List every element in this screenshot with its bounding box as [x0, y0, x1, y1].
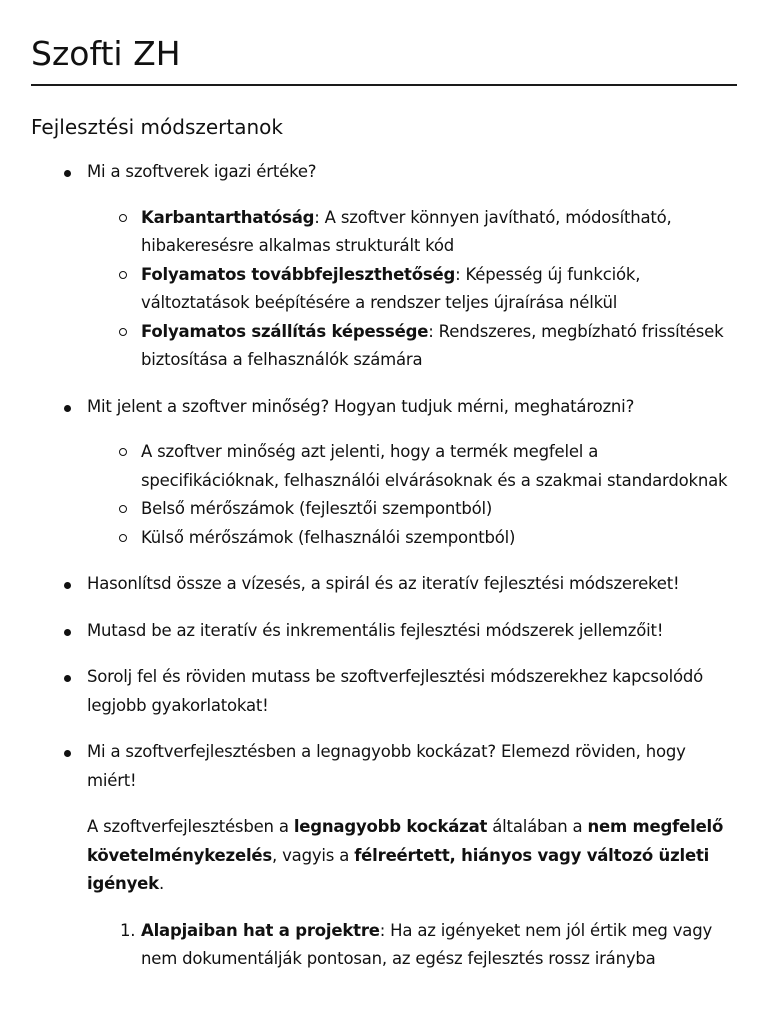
answer-text: A szoftver minőség azt jelenti, hogy a termék megfelel a specifikációknak, felhasználói elvárásoknak és a szakmai standardoknak — [141, 442, 728, 490]
answer-text: A szoftverfejlesztésben a — [87, 817, 294, 836]
answer-description: : A szoftver könnyen javítható, módosítható, hibakeresésre alkalmas strukturált kód — [141, 207, 672, 255]
question-text: Hasonlítsd össze a vízesés, a spirál és az iteratív fejlesztési módszereket! — [87, 574, 680, 593]
question-item — [31, 158, 737, 375]
question-text: Mit jelent a szoftver minőség? Hogyan tudjuk mérni, meghatározni? — [87, 396, 635, 416]
answer-term: Folyamatos továbbfejleszthetőség — [141, 264, 456, 284]
question-item — [31, 738, 737, 974]
answer-term: Folyamatos szállítás képessége — [141, 321, 429, 341]
answer-item — [87, 318, 737, 375]
question-item — [31, 570, 737, 599]
numbered-item — [87, 917, 737, 974]
answer-emphasis: nem megfelelő követelménykezelés — [87, 817, 724, 865]
answer-paragraph — [87, 813, 737, 899]
question-item — [31, 663, 737, 720]
question-text: Mi a szoftverek igazi értéke? — [87, 162, 317, 181]
numbered-list — [87, 917, 737, 974]
section-heading: Fejlesztési módszertanok — [31, 115, 283, 139]
answer-description: : Képesség új funkciók, változtatások beépítésére a rendszer teljes újraírása nélkül — [141, 264, 641, 312]
answer-item — [87, 495, 737, 524]
answer-description: : Rendszeres, megbízható frissítések biztosítása a felhasználók számára — [141, 321, 724, 369]
answer-item — [87, 438, 737, 495]
question-item — [31, 393, 737, 553]
question-text: Sorolj fel és röviden mutass be szoftverfejlesztési módszerekhez kapcsolódó legjobb gyakorlatokat! — [87, 667, 704, 715]
question-text: Mi a szoftverfejlesztésben a legnagyobb kockázat? Elemezd röviden, hogy miért! — [87, 742, 686, 790]
answer-item — [87, 261, 737, 318]
answer-emphasis: félreértett, hiányos vagy változó üzleti igények — [87, 845, 710, 893]
answer-term: Karbantarthatóság — [141, 207, 315, 227]
answer-text: . — [158, 874, 164, 893]
answer-text: Belső mérőszámok (fejlesztői szempontból) — [141, 499, 493, 518]
question-text: Mutasd be az iteratív és inkrementális fejlesztési módszerek jellemzőit! — [87, 620, 664, 640]
answer-text: Külső mérőszámok (felhasználói szempontból) — [141, 527, 516, 547]
answer-text: általában a — [487, 817, 588, 836]
question-list — [31, 158, 737, 974]
answer-text: , vagyis a — [272, 845, 355, 865]
question-item — [31, 617, 737, 646]
answer-item — [87, 524, 737, 553]
answer-list — [87, 438, 737, 552]
answer-emphasis: legnagyobb kockázat — [293, 817, 488, 836]
document-page — [31, 30, 737, 992]
page-title: Szofti ZH — [31, 30, 737, 86]
numbered-term: Alapjaiban hat a projektre — [141, 920, 380, 940]
answer-list — [87, 204, 737, 375]
answer-item — [87, 204, 737, 261]
numbered-description: : Ha az igényeket nem jól értik meg vagy nem dokumentálják pontosan, az egész fejlesztés rossz irányba — [141, 920, 713, 968]
list-number: 1. — [120, 920, 136, 940]
